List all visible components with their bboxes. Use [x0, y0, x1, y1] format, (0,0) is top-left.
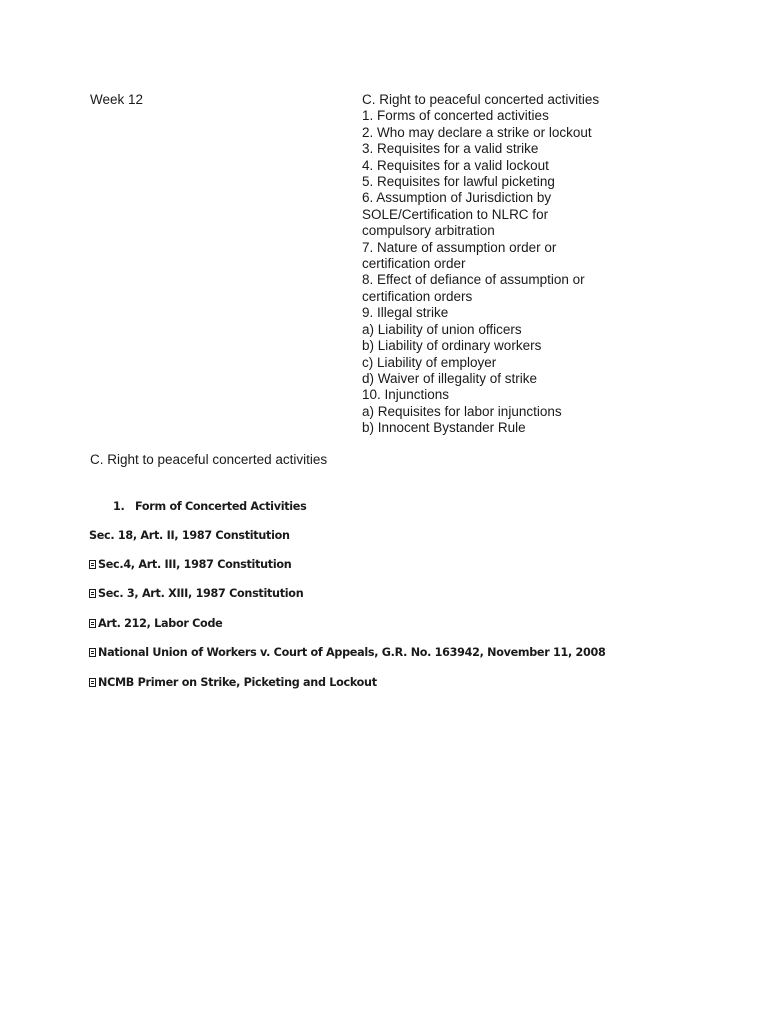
- outline-line: certification orders: [362, 288, 473, 304]
- reference-item: [89, 557, 605, 586]
- reference-item: [89, 616, 605, 645]
- reference-text: Sec.4, Art. III, 1987 Constitution: [98, 558, 292, 572]
- outline-line: a) Requisites for labor injunctions: [362, 403, 562, 419]
- outline-line: c) Liability of employer: [362, 354, 497, 370]
- outline-line: 4. Requisites for a valid lockout: [362, 157, 549, 173]
- outline-line: 8. Effect of defiance of assumption or: [362, 272, 585, 288]
- reference-item: [89, 528, 605, 557]
- subsection-heading: [113, 499, 306, 515]
- outline-line: SOLE/Certification to NLRC for: [362, 206, 549, 222]
- bullet-box-icon: [89, 648, 96, 657]
- bullet-box-icon: [89, 589, 96, 598]
- outline-line: a) Liability of union officers: [362, 321, 522, 337]
- outline-line: C. Right to peaceful concerted activities: [362, 92, 600, 107]
- reference-text: NCMB Primer on Strike, Picketing and Lockout: [98, 675, 377, 689]
- reference-text: Sec. 18, Art. II, 1987 Constitution: [89, 529, 290, 542]
- section-heading: C. Right to peaceful concerted activities: [90, 452, 328, 467]
- outline-line: compulsory arbitration: [362, 223, 495, 239]
- subsection-title: Form of Concerted Activities: [135, 500, 307, 513]
- outline-line: b) Liability of ordinary workers: [362, 338, 542, 354]
- outline-line: 5. Requisites for lawful picketing: [362, 174, 555, 190]
- reference-item: [89, 675, 605, 704]
- bullet-box-icon: [89, 619, 96, 628]
- topic-outline: [362, 92, 622, 437]
- outline-line: 9. Illegal strike: [362, 305, 449, 321]
- outline-line: 6. Assumption of Jurisdiction by: [362, 190, 552, 206]
- outline-line: certification order: [362, 256, 466, 272]
- reference-item: [89, 645, 605, 674]
- outline-line: 2. Who may declare a strike or lockout: [362, 124, 592, 140]
- reference-text: Art. 212, Labor Code: [98, 616, 223, 630]
- outline-line: d) Waiver of illegality of strike: [362, 370, 538, 386]
- bullet-box-icon: [89, 560, 96, 569]
- outline-line: 1. Forms of concerted activities: [362, 108, 549, 124]
- subsection-number: 1.: [113, 500, 125, 513]
- outline-line: 10. Injunctions: [362, 387, 450, 403]
- outline-line: b) Innocent Bystander Rule: [362, 420, 526, 436]
- reference-text: Sec. 3, Art. XIII, 1987 Constitution: [98, 587, 304, 601]
- week-label: Week 12: [90, 92, 144, 107]
- bullet-box-icon: [89, 678, 96, 687]
- reference-item: [89, 586, 605, 615]
- reference-text: National Union of Workers v. Court of Appeals, G.R. No. 163942, November 11, 2008: [98, 645, 606, 659]
- outline-line: 7. Nature of assumption order or: [362, 239, 557, 255]
- outline-line: 3. Requisites for a valid strike: [362, 141, 539, 157]
- reference-list: [89, 528, 605, 704]
